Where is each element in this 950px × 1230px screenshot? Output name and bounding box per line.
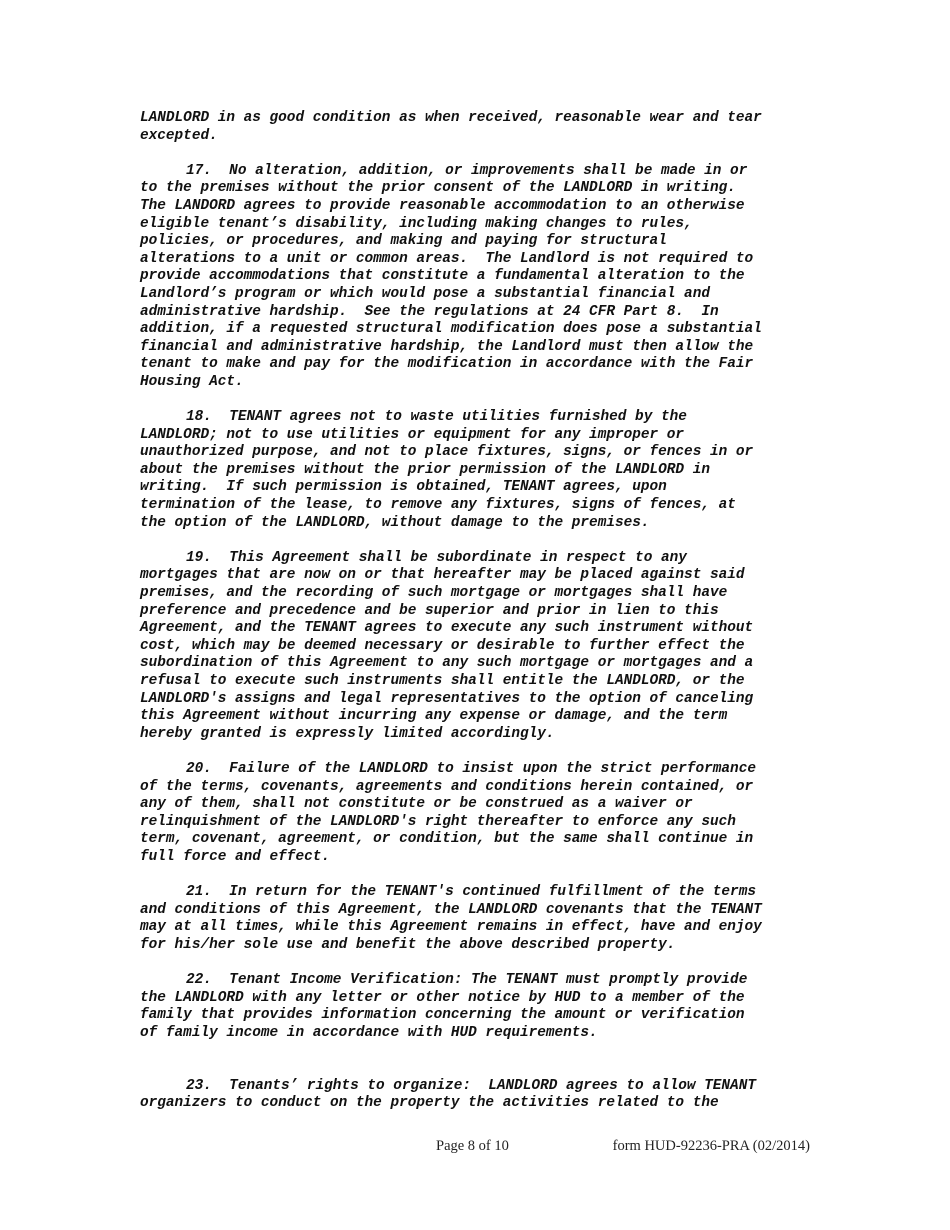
- paragraph-gap: [140, 1042, 840, 1077]
- text-line: subordination of this Agreement to any such mortgage or mortgages and a: [140, 655, 754, 672]
- text-line: family that provides information concerning the amount or verification: [140, 1007, 745, 1024]
- paragraph-gap: [140, 532, 840, 550]
- text-line: LANDLORD in as good condition as when received, reasonable wear and tear: [140, 110, 762, 126]
- document-body: [140, 110, 840, 1113]
- text-line: any of them, shall not constitute or be construed as a waiver or: [140, 796, 693, 813]
- text-line: may at all times, while this Agreement remains in effect, have and enjoy: [140, 919, 762, 936]
- text-line: refusal to execute such instruments shall entitle the LANDLORD, or the: [140, 673, 745, 689]
- text-line: this Agreement without incurring any expense or damage, and the term: [140, 708, 728, 725]
- text-line: LANDLORD; not to use utilities or equipment for any improper or: [140, 426, 685, 443]
- text-line: of family income in accordance with HUD requirements.: [140, 1024, 598, 1041]
- paragraph-gap: [140, 743, 840, 761]
- text-line: provide accommodations that constitute a fundamental alteration to the: [140, 268, 745, 285]
- text-line: unauthorized purpose, and not to place fixtures, signs, or fences in or: [140, 444, 754, 461]
- text-line: Landlord’s program or which would pose a substantial financial and: [140, 285, 710, 302]
- text-line: policies, or procedures, and making and paying for structural: [140, 233, 667, 250]
- text-line: hereby granted is expressly limited accordingly.: [140, 725, 555, 742]
- text-line: mortgages that are now on or that hereafter may be placed against said: [140, 567, 745, 584]
- clause-22-first-line: 22. Tenant Income Verification: The TENANT must promptly provide: [186, 972, 748, 989]
- paragraph-gap: [140, 392, 840, 410]
- text-line: and conditions of this Agreement, the LANDLORD covenants that the TENANT: [140, 901, 762, 918]
- paragraph-gap: [140, 955, 840, 973]
- text-line: about the premises without the prior permission of the LANDLORD in: [140, 461, 710, 478]
- text-line: term, covenant, agreement, or condition, but the same shall continue in: [140, 831, 754, 848]
- paragraph-gap: [140, 145, 840, 163]
- paragraph-gap: [140, 867, 840, 885]
- page-number: Page 8 of 10: [436, 1138, 509, 1154]
- text-line: LANDLORD's assigns and legal representatives to the option of canceling: [140, 690, 754, 707]
- text-line: to the premises without the prior consent of the LANDLORD in writing.: [140, 180, 736, 197]
- text-line: of the terms, covenants, agreements and conditions herein contained, or: [140, 778, 754, 795]
- text-line: excepted.: [140, 127, 218, 144]
- text-line: the LANDLORD with any letter or other notice by HUD to a member of the: [140, 989, 745, 1006]
- text-line: writing. If such permission is obtained, TENANT agrees, upon: [140, 479, 667, 496]
- text-line: termination of the lease, to remove any fixtures, signs of fences, at: [140, 497, 736, 514]
- text-line: tenant to make and pay for the modification in accordance with the Fair: [140, 356, 754, 373]
- text-line: premises, and the recording of such mortgage or mortgages shall have: [140, 585, 728, 602]
- text-line: Housing Act.: [140, 373, 244, 390]
- text-line: Agreement, and the TENANT agrees to execute any such instrument without: [140, 620, 754, 637]
- text-line: alterations to a unit or common areas. The Landlord is not required to: [140, 250, 754, 267]
- text-line: the option of the LANDLORD, without damage to the premises.: [140, 514, 650, 531]
- text-line: relinquishment of the LANDLORD's right thereafter to enforce any such: [140, 813, 736, 830]
- clause-17-first-line: 17. No alteration, addition, or improvements shall be made in or: [186, 162, 748, 179]
- clause-18-first-line: 18. TENANT agrees not to waste utilities furnished by the: [186, 409, 687, 426]
- clause-20-first-line: 20. Failure of the LANDLORD to insist upon the strict performance: [186, 760, 756, 777]
- form-identifier: form HUD-92236-PRA (02/2014): [612, 1138, 810, 1154]
- text-line: organizers to conduct on the property the activities related to the: [140, 1095, 719, 1112]
- text-line: addition, if a requested structural modification does pose a substantial: [140, 321, 762, 338]
- text-line: The LANDORD agrees to provide reasonable accommodation to an otherwise: [140, 197, 745, 214]
- text-line: for his/her sole use and benefit the above described property.: [140, 936, 676, 953]
- text-line: preference and precedence and be superior and prior in lien to this: [140, 602, 719, 619]
- text-line: administrative hardship. See the regulations at 24 CFR Part 8. In: [140, 303, 719, 320]
- clause-21-first-line: 21. In return for the TENANT's continued fulfillment of the terms: [186, 884, 756, 901]
- text-line: eligible tenant’s disability, including making changes to rules,: [140, 215, 693, 232]
- text-line: cost, which may be deemed necessary or desirable to further effect the: [140, 637, 745, 654]
- text-line: full force and effect.: [140, 848, 330, 865]
- clause-23-first-line: 23. Tenants’ rights to organize: LANDLORD agrees to allow TENANT: [186, 1077, 756, 1094]
- clause-19-first-line: 19. This Agreement shall be subordinate in respect to any: [186, 549, 687, 566]
- text-line: financial and administrative hardship, the Landlord must then allow the: [140, 338, 754, 355]
